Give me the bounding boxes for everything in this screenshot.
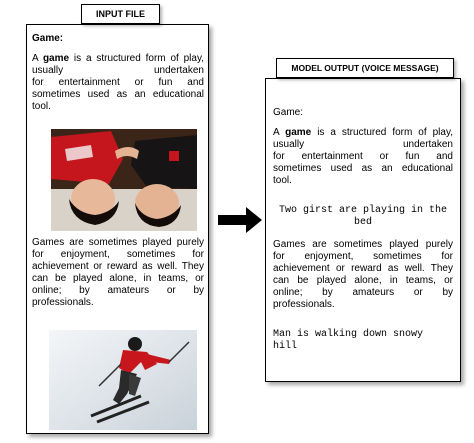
output-def-line-3: for entertainment or fun and <box>273 151 453 162</box>
output-par2-line-5: online; by amateurs or by <box>273 287 453 298</box>
photo-skier-image <box>49 330 197 430</box>
input-def-line-1: A game is a structured form of play, <box>32 53 204 64</box>
input-game-label: Game: <box>32 33 64 44</box>
input-par2-line-2: for enjoyment, sometimes for <box>32 249 204 260</box>
output-second-paragraph <box>273 239 453 311</box>
input-def-line-2: usually undertaken <box>32 65 204 76</box>
output-game-label: Game: <box>273 107 304 118</box>
input-par2-line-3: achievement or reward as well. They <box>32 261 204 272</box>
output-par2-line-1: Games are sometimes played purely <box>273 239 453 250</box>
output-image-caption-1 <box>273 205 453 229</box>
input-def-line-5: tool. <box>32 101 51 112</box>
input-par2-line-1: Games are sometimes played purely <box>32 237 204 248</box>
input-file-tab: INPUT FILE <box>81 4 160 24</box>
input-def-line-3: for entertainment or fun and <box>32 77 204 88</box>
output-def-line-1: A game is a structured form of play, <box>273 127 453 138</box>
input-definition-paragraph <box>32 53 204 113</box>
arrow-right-icon <box>218 207 262 233</box>
caption1-line-1: Two girst are playing in the <box>278 205 448 216</box>
photo-two-girls-image <box>51 129 197 231</box>
input-second-paragraph <box>32 237 204 309</box>
output-definition-paragraph <box>273 127 453 187</box>
input-def-line-4: sometimes used as an educational <box>32 89 204 100</box>
model-output-panel <box>265 78 461 382</box>
input-par2-line-6: professionals. <box>32 297 94 308</box>
input-file-panel <box>26 24 209 434</box>
input-par2-line-5: online; by amateurs or by <box>32 285 204 296</box>
output-par2-line-3: achievement or reward as well. They <box>273 263 453 274</box>
output-par2-line-6: professionals. <box>273 299 335 310</box>
caption1-line-2: bed <box>353 217 372 228</box>
output-def-line-4: sometimes used as an educational <box>273 163 453 174</box>
photo-two-girls-in-bed <box>51 129 197 231</box>
photo-skier-on-snowy-hill <box>49 330 197 430</box>
output-par2-line-2: for enjoyment, sometimes for <box>273 251 453 262</box>
output-def-line-5: tool. <box>273 175 292 186</box>
model-output-tab: MODEL OUTPUT (VOICE MESSAGE) <box>276 58 454 78</box>
output-par2-line-4: can be played alone, in teams, or <box>273 275 453 286</box>
input-par2-line-4: can be played alone, in teams, or <box>32 273 204 284</box>
output-image-caption-2: Man is walking down snowy hill <box>273 329 424 352</box>
output-def-line-2: usually undertaken <box>273 139 453 150</box>
